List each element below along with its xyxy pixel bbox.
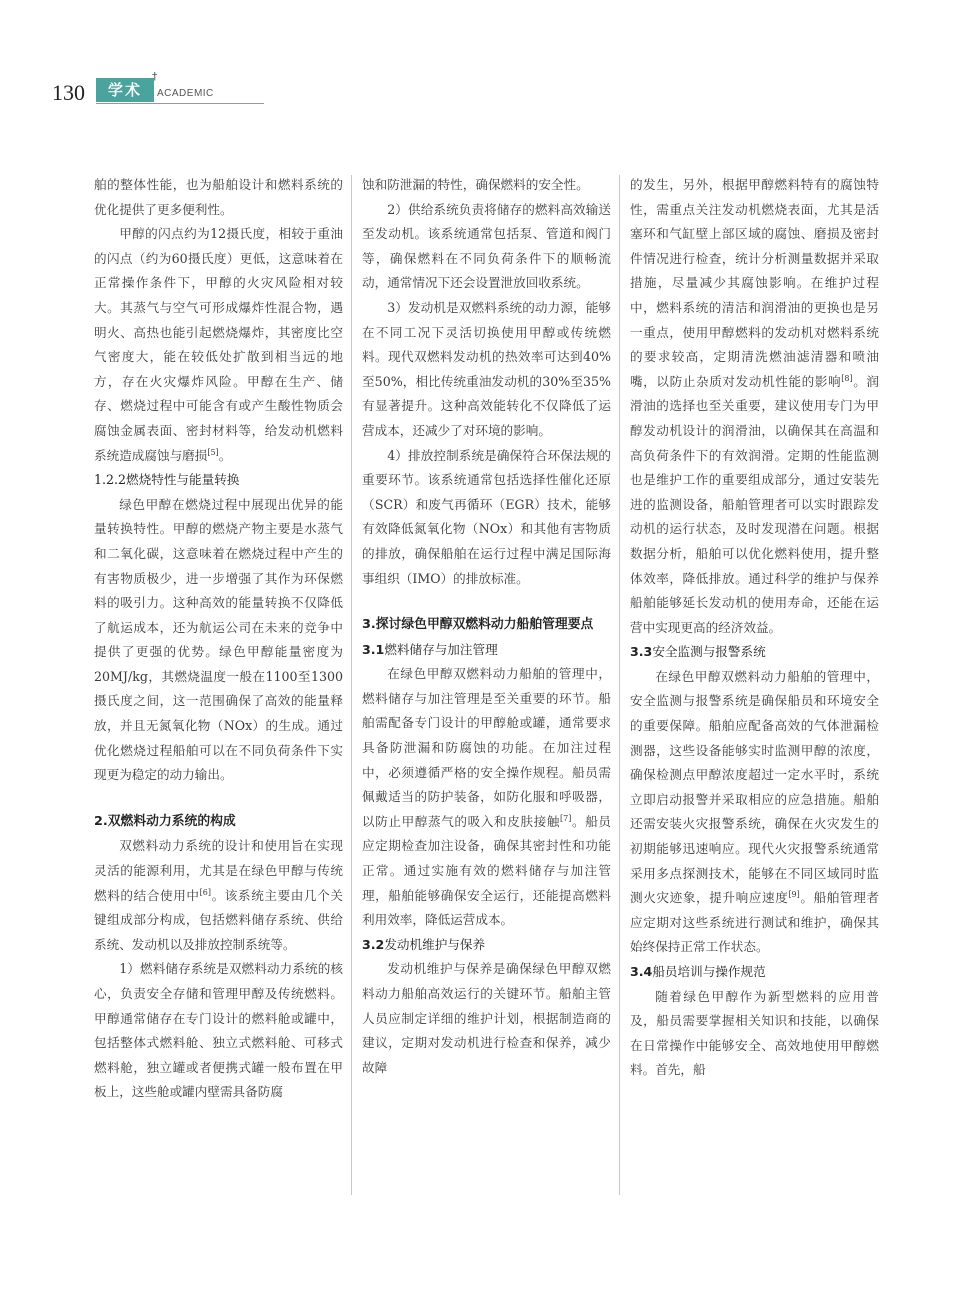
- body-paragraph: 4）排放控制系统是确保符合环保法规的重要环节。该系统通常包括选择性催化还原（SCR）和废气再循环（EGR）技术，能够有效降低氮氧化物（NOx）和其他有害物质的排放，确保船舶在运行过程中满足国际海事组织（IMO）的排放标准。: [362, 447, 611, 586]
- body-paragraph: 蚀和防泄漏的特性，确保燃料的安全性。: [362, 177, 589, 192]
- section-heading: 2.双燃料动力系统的构成: [94, 813, 236, 829]
- citation-marker: [9]: [788, 890, 800, 900]
- paragraph-text: 在绿色甲醇双燃料动力船舶的管理中，燃料储存与加注管理是至关重要的环节。船舶需配备专门设计的甲醇舱或罐，通常要求具备防泄漏和防腐蚀的功能。在加注过程中，必须遵循严格的安全操作规程。船员需佩戴适当的防护装备，如防化服和呼吸器，以防止甲醇蒸气的吸入和皮肤接触: [362, 666, 611, 829]
- subsection-title: 船员培训与操作规范: [652, 964, 766, 979]
- column-divider: [351, 175, 352, 1195]
- body-paragraph: 绿色甲醇在燃烧过程中展现出优异的能量转换特性。甲醇的燃烧产物主要是水蒸气和二氧化碳，这意味着在燃烧过程中产生的有害物质极少，进一步增强了其作为环保燃料的吸引力。这种高效的能量转换不仅降低了航运成本，还为航运公司在未来的竞争中提供了更强的优势。绿色甲醇能量密度为20MJ/kg，其燃烧温度一般在1100至1300摄氏度之间，这一范围确保了高效的能量释放，并且无氮氧化物（NOx）的生成。通过优化燃烧过程船舶可以在不同负荷条件下实现更为稳定的动力输出。: [94, 496, 343, 783]
- citation-marker: [5]: [207, 447, 219, 457]
- citation-marker: [6]: [199, 887, 211, 897]
- body-paragraph: [94, 222, 343, 468]
- section-gap: [94, 788, 343, 810]
- section-badge: 学术: [96, 78, 154, 102]
- subsection-number: 3.3: [630, 644, 653, 660]
- header-rule: [96, 103, 264, 104]
- body-paragraph: [362, 662, 611, 933]
- body-paragraph: 3）发动机是双燃料系统的动力源，能够在不同工况下灵活切换使用甲醇或传统燃料。现代双燃料发动机的热效率可达到40%至50%，相比传统重油发动机的30%至35%有显著提升。这种高效能转化不仅降低了运营成本，还减少了对环境的影响。: [362, 299, 611, 438]
- body-paragraph: [630, 173, 879, 640]
- paragraph-text: 甲醇的闪点约为12摄氏度，相较于重油的闪点（约为60摄氏度）更低，这意味着在正常操作条件下，甲醇的火灾风险相对较大。其蒸气与空气可形成爆炸性混合物，遇明火、高热也能引起燃烧爆炸，其密度比空气密度大，能在较低处扩散到相当远的地方，存在火灾爆炸风险。甲醇在生产、储存、燃烧过程中可能含有或产生酸性物质会腐蚀金属表面、密封材料等，给发动机燃料系统造成腐蚀与磨损: [94, 226, 343, 463]
- subsection-heading: [630, 640, 879, 665]
- body-paragraph: [94, 834, 343, 957]
- subsection-heading: [362, 933, 611, 958]
- section-heading: 3.探讨绿色甲醇双燃料动力船舶管理要点: [362, 617, 594, 633]
- citation-marker: [8]: [841, 373, 853, 383]
- paragraph-text: 在绿色甲醇双燃料动力船舶的管理中，安全监测与报警系统是确保船员和环境安全的重要保障。船舶应配备高效的气体泄漏检测器，这些设备能够实时监测甲醇的浓度，确保检测点甲醇浓度超过一定水平时，系统立即启动报警并采取相应的应急措施。船舶还需安装火灾报警系统，确保在火灾发生的初期能够迅速响应。现代火灾报警系统通常采用多点探测技术，能够在不同区域同时监测火灾迹象，提升响应速度: [630, 668, 879, 906]
- column-divider: [619, 175, 620, 1195]
- section-gap: [362, 591, 611, 613]
- body-paragraph: 2）供给系统负责将储存的燃料高效输送至发动机。该系统通常包括泵、管道和阀门等，确保燃料在不同负荷条件下的顺畅流动，通常情况下还会设置泄放回收系统。: [362, 201, 611, 291]
- paragraph-text: 双燃料动力系统的设计和使用旨在实现灵活的能源利用，尤其是在绿色甲醇与传统燃料的结合使用中: [94, 838, 343, 903]
- section-label-en: ACADEMIC: [157, 88, 214, 99]
- text-column-2: [362, 173, 611, 1080]
- subsection-number: 3.2: [362, 936, 385, 952]
- subsection-title: 发动机维护与保养: [384, 936, 486, 952]
- text-column-3: [630, 173, 879, 1083]
- paragraph-tail: 。该系统主要由几个关键组成部分构成，包括燃料储存系统、供给系统、发动机以及排放控制系统等。: [94, 887, 343, 952]
- subsection-title: 燃料储存与加注管理: [384, 641, 498, 657]
- body-paragraph: 随着绿色甲醇作为新型燃料的应用普及，船员需要掌握相关知识和技能，以确保在日常操作中能够安全、高效地使用甲醇燃料。首先，船: [630, 988, 879, 1078]
- subsection-number: 3.4: [630, 964, 653, 979]
- subsection-heading: 1.2.2燃烧特性与能量转换: [94, 472, 240, 488]
- page-number: 130: [52, 80, 85, 105]
- body-paragraph: 发动机维护与保养是确保绿色甲醇双燃料动力船舶高效运行的关键环节。船舶主管人员应制定详细的维护计划，根据制造商的建议，定期对发动机进行检查和保养，减少故障: [362, 961, 611, 1075]
- text-column-1: [94, 173, 343, 1105]
- subsection-title: 安全监测与报警系统: [652, 644, 766, 660]
- subsection-heading: [630, 960, 879, 985]
- paragraph-text: 的发生，另外，根据甲醇燃料特有的腐蚀特性，需重点关注发动机燃烧表面，尤其是活塞环和气缸壁上部区域的腐蚀、磨损及密封件情况进行检查，统计分析测量数据并采取措施，尽量减少其腐蚀影响。在维护过程中，燃料系统的清洁和润滑油的更换也是另一重点，使用甲醇燃料的发动机对燃料系统的要求较高，定期清洗燃油滤清器和喷油嘴，以防止杂质对发动机性能的影响: [630, 177, 879, 389]
- dagger-icon: †: [152, 70, 158, 83]
- subsection-heading: [362, 638, 611, 663]
- paragraph-tail: 。润滑油的选择也至关重要，建议使用专门为甲醇发动机设计的润滑油，以确保其在高温和高负荷条件下的有效润滑。定期的性能监测也是维护工作的重要组成部分，通过安装先进的监测设备，船舶管理者可以实时跟踪发动机的运行状态，及时发现潜在问题。根据数据分析，船舶可以优化燃料使用，提升整体效率，降低排放。通过科学的维护与保养船舶能够延长发动机的使用寿命，还能在运营中实现更高的经济效益。: [630, 373, 879, 635]
- body-paragraph: [630, 665, 879, 960]
- paragraph-tail: 。: [218, 447, 232, 463]
- paragraph-tail: 。船员应定期检查加注设备，确保其密封性和功能正常。通过实施有效的燃料储存与加注管理，船舶能够确保安全运行，还能提高燃料利用效率，降低运营成本。: [362, 813, 611, 928]
- page-header: [52, 70, 312, 108]
- citation-marker: [7]: [560, 813, 572, 823]
- subsection-number: 3.1: [362, 641, 385, 657]
- paragraph-tail: 。船舶管理者应定期对这些系统进行测试和维护，确保其始终保持正常工作状态。: [630, 890, 879, 955]
- body-paragraph: 舶的整体性能，也为船舶设计和燃料系统的优化提供了更多便利性。: [94, 177, 343, 217]
- body-paragraph: 1）燃料储存系统是双燃料动力系统的核心，负责安全存储和管理甲醇及传统燃料。甲醇通常储存在专门设计的燃料舱或罐中，包括整体式燃料舱、独立式燃料舱、可移式燃料舱，独立罐或者便携式罐一般布置在甲板上，这些舱或罐内壁需具备防腐: [94, 961, 343, 1100]
